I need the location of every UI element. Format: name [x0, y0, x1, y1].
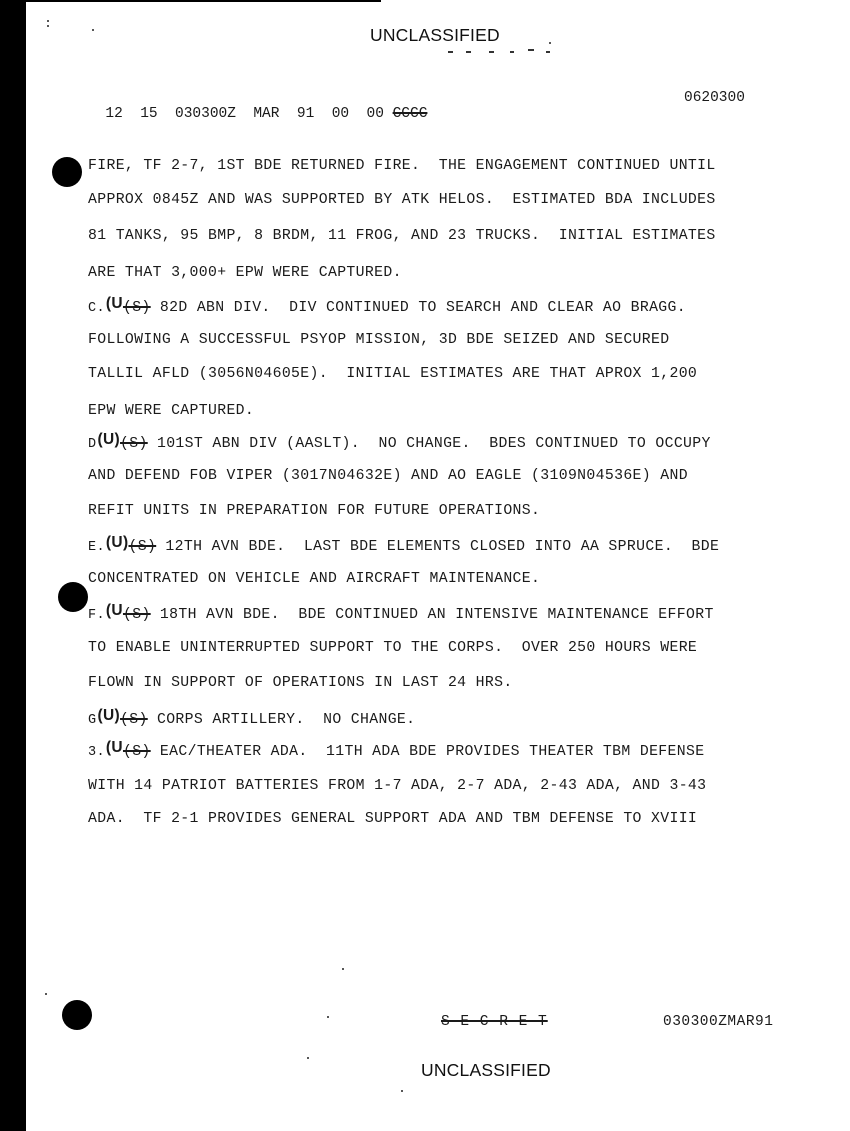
classification-mark: (U — [105, 739, 123, 756]
msg-field: MAR — [253, 106, 280, 122]
scan-speck — [342, 968, 344, 970]
scan-speck — [401, 1090, 403, 1092]
classification-mark: (U) — [97, 431, 121, 448]
para-text: 101ST ABN DIV (AASLT). NO CHANGE. BDES CONTINUED TO OCCUPY — [147, 436, 711, 452]
msg-field: 15 — [140, 106, 158, 122]
para-c-first-line — [88, 295, 686, 316]
struck-marking-top — [528, 49, 534, 51]
para-3-first-line — [88, 739, 705, 760]
text-line: FIRE, TF 2-7, 1ST BDE RETURNED FIRE. THE ENGAGEMENT CONTINUED UNTIL — [88, 158, 716, 174]
scan-speck — [549, 42, 551, 44]
text-line: TALLIL AFLD (3056N04605E). INITIAL ESTIMATES ARE THAT APROX 1,200 — [88, 366, 698, 382]
struck-classification: (S) — [120, 436, 148, 452]
classification-mark: (U — [105, 602, 123, 619]
para-text: EAC/THEATER ADA. 11TH ADA BDE PROVIDES THEATER TBM DEFENSE — [150, 744, 705, 760]
para-label: D — [88, 437, 97, 452]
scan-speck — [307, 1057, 309, 1059]
classification-mark: (U — [105, 295, 123, 312]
para-text: 12TH AVN BDE. LAST BDE ELEMENTS CLOSED INTO AA SPRUCE. BDE — [156, 539, 720, 555]
scan-speck — [47, 20, 49, 22]
scan-speck — [327, 1016, 329, 1018]
struck-classification: (S) — [122, 300, 151, 316]
struck-marking-top — [466, 51, 471, 53]
text-line: TO ENABLE UNINTERRUPTED SUPPORT TO THE CORPS. OVER 250 HOURS WERE — [88, 640, 698, 656]
punch-hole-top — [52, 157, 82, 187]
struck-classification: (S) — [120, 712, 148, 728]
msg-field: 00 — [331, 106, 350, 122]
message-header — [88, 90, 427, 122]
para-d-first-line — [88, 431, 711, 452]
text-line: AND DEFEND FOB VIPER (3017N04632E) AND AO EAGLE (3109N04536E) AND — [88, 468, 688, 484]
punch-hole-bottom — [62, 1000, 92, 1030]
para-g-first-line — [88, 707, 416, 728]
struck-classification: (S) — [128, 539, 157, 555]
scan-speck — [47, 25, 49, 27]
text-line: FOLLOWING A SUCCESSFUL PSYOP MISSION, 3D BDE SEIZED AND SECURED — [88, 332, 670, 348]
message-number: 0620300 — [684, 90, 745, 106]
para-text: 18TH AVN BDE. BDE CONTINUED AN INTENSIVE MAINTENANCE EFFORT — [150, 607, 714, 623]
para-label: E. — [88, 540, 105, 555]
date-time-group: 030300ZMAR91 — [663, 1014, 774, 1030]
msg-field: 12 — [105, 106, 123, 122]
para-label: C. — [88, 301, 105, 316]
struck-marking-top — [489, 51, 494, 53]
text-line: APPROX 0845Z AND WAS SUPPORTED BY ATK HELOS. ESTIMATED BDA INCLUDES — [88, 192, 716, 208]
msg-field: 00 — [366, 106, 384, 122]
text-line: WITH 14 PATRIOT BATTERIES FROM 1-7 ADA, 2-7 ADA, 2-43 ADA, AND 3-43 — [88, 778, 707, 794]
struck-marking-top — [448, 51, 453, 53]
para-text: CORPS ARTILLERY. NO CHANGE. — [147, 712, 416, 728]
classification-bottom: UNCLASSIFIED — [421, 1060, 551, 1080]
text-line: REFIT UNITS IN PREPARATION FOR FUTURE OPERATIONS. — [88, 503, 541, 519]
struck-classification: (S) — [122, 607, 151, 623]
text-line: 81 TANKS, 95 BMP, 8 BRDM, 11 FROG, AND 23 TRUCKS. INITIAL ESTIMATES — [88, 228, 716, 244]
text-line: ARE THAT 3,000+ EPW WERE CAPTURED. — [88, 265, 402, 281]
msg-field: 030300Z — [175, 106, 236, 122]
classification-mark: (U) — [97, 707, 121, 724]
para-label: 3. — [88, 745, 105, 760]
struck-marking-top — [546, 51, 550, 53]
para-f-first-line — [88, 602, 714, 623]
text-line: FLOWN IN SUPPORT OF OPERATIONS IN LAST 24 HRS. — [88, 675, 513, 691]
struck-marking-top — [510, 51, 514, 53]
text-line: EPW WERE CAPTURED. — [88, 403, 255, 419]
scan-speck — [92, 29, 94, 31]
text-line: ADA. TF 2-1 PROVIDES GENERAL SUPPORT ADA AND TBM DEFENSE TO XVIII — [88, 811, 698, 827]
msg-field: 91 — [296, 106, 315, 122]
para-e-first-line — [88, 534, 720, 555]
classification-mark: (U) — [105, 534, 129, 551]
text-line: CONCENTRATED ON VEHICLE AND AIRCRAFT MAINTENANCE. — [88, 571, 541, 587]
para-label: G — [88, 713, 97, 728]
struck-secret-marking: S E C R E T — [441, 1014, 548, 1030]
classification-top: UNCLASSIFIED — [370, 25, 500, 45]
scan-speck — [45, 993, 47, 995]
para-label: F. — [88, 608, 105, 623]
struck-classification: (S) — [122, 744, 151, 760]
scan-left-edge — [0, 0, 26, 1131]
para-text: 82D ABN DIV. DIV CONTINUED TO SEARCH AND CLEAR AO BRAGG. — [150, 300, 686, 316]
msg-struck-field: CCCC — [392, 106, 428, 122]
punch-hole-middle — [58, 582, 88, 612]
scan-top-edge — [26, 0, 381, 2]
